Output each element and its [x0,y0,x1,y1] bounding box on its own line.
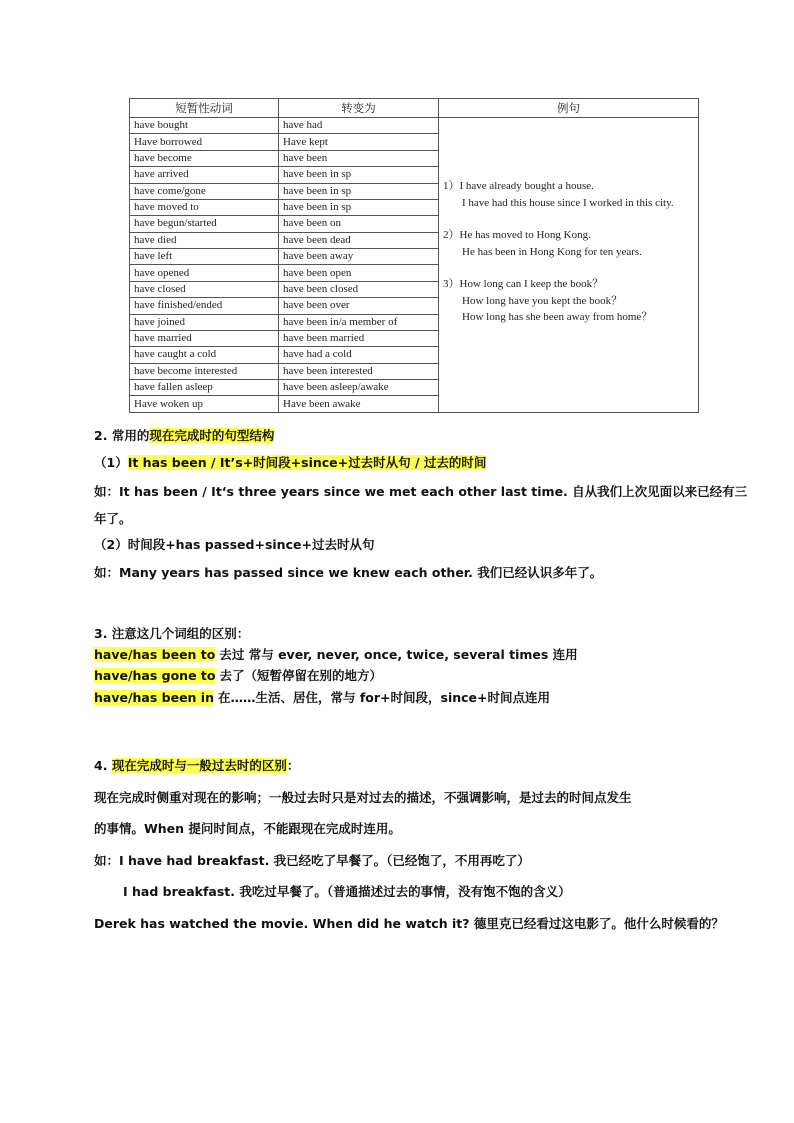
example-sentence: 3）How long can I keep the book？ [443,278,604,290]
header-transformed: 转变为 [279,99,439,118]
term-gone-to: have/has gone to [94,668,216,683]
short-verb-cell: Have borrowed [130,134,279,150]
section2-heading [94,426,274,444]
short-verb-cell: have finished/ended [130,298,279,314]
transformed-verb-cell: have been in/a member of [279,314,439,330]
short-verb-cell: have closed [130,281,279,297]
section2-item1 [94,453,486,471]
table-header-row [130,99,699,118]
short-verb-cell: have bought [130,118,279,134]
examples-cell [439,118,699,413]
desc-been-in: 在……生活、居住，常与 for+时间段，since+时间点连用 [218,690,551,705]
example-sentence: He has been in Hong Kong for ten years. [462,245,642,258]
example-sentence: How long have you kept the book？ [462,294,623,307]
example-sentence: 2）He has moved to Hong Kong. [443,229,591,241]
section2-example1-line2: 年了。 [94,511,132,526]
term-been-to: have/has been to [94,647,216,662]
transformed-verb-cell: have been in sp [279,199,439,215]
section2-item1-highlight: It has been / It’s+时间段+since+过去时从句 / 过去的时间 [127,455,487,470]
section2-number: 2. [94,428,108,443]
section4-heading [94,756,299,774]
transformed-verb-cell: have had [279,118,439,134]
section4-example-c: Derek has watched the movie. When did he watch it? 德里克已经看过这电影了。他什么时候看的？ [94,916,724,931]
section2-example2: 如：Many years has passed since we knew each other. 我们已经认识多年了。 [94,565,603,580]
term-been-in: have/has been in [94,690,214,705]
section3-item-gone-to [94,666,382,684]
short-verb-cell: have fallen asleep [130,380,279,396]
transformed-verb-cell: have been on [279,216,439,232]
section4-number: 4. [94,758,108,773]
transformed-verb-cell: have been over [279,298,439,314]
transformed-verb-cell: have been [279,150,439,166]
transformed-verb-cell: have been asleep/awake [279,380,439,396]
example-sentence: How long has she been away from home？ [462,311,653,323]
section2-heading-highlight: 现在完成时的句型结构 [149,428,275,443]
transformed-verb-cell: have had a cold [279,347,439,363]
section2-heading-plain: 常用的 [111,428,150,443]
short-verb-cell: have become [130,150,279,166]
short-verb-cell: Have woken up [130,396,279,413]
example-sentence: 1）I have already bought a house. [443,180,594,192]
short-verb-cell: have arrived [130,167,279,183]
section2-item2: （2）时间段+has passed+since+过去时从句 [94,537,375,552]
example-group [443,178,694,211]
section4-para-line2: 的事情。When 提问时间点，不能跟现在完成时连用。 [94,821,401,836]
short-verb-cell: have moved to [130,199,279,215]
example-group [443,276,694,326]
header-examples: 例句 [439,99,699,118]
transformed-verb-cell: have been interested [279,363,439,379]
transformed-verb-cell: have been away [279,249,439,265]
section4-heading-highlight: 现在完成时与一般过去时的区别 [111,758,287,773]
transformed-verb-cell: have been dead [279,232,439,248]
desc-gone-to: 去了（短暂停留在别的地方） [219,668,382,683]
short-verb-cell: have come/gone [130,183,279,199]
transformed-verb-cell: Have been awake [279,396,439,413]
table-body [130,118,699,413]
section4-para-line1: 现在完成时侧重对现在的影响；一般过去时只是对过去的描述，不强调影响，是过去的时间点发生 [94,790,632,805]
desc-been-to: 去过 常与 ever, never, once, twice, several times 连用 [219,647,578,662]
section2-example1-line1: 如：It has been / It‘s three years since we met each other last time. 自从我们上次见面以来已经有三 [94,484,748,499]
verb-transformation-table [129,98,699,413]
short-verb-cell: have joined [130,314,279,330]
short-verb-cell: have become interested [130,363,279,379]
short-verb-cell: have left [130,249,279,265]
section2-item1-number: （1） [94,455,128,470]
example-sentence: I have had this house since I worked in this city. [462,196,674,209]
table-row [130,118,699,134]
short-verb-cell: have died [130,232,279,248]
header-short-verb: 短暂性动词 [130,99,279,118]
transformed-verb-cell: have been married [279,330,439,346]
short-verb-cell: have married [130,330,279,346]
short-verb-cell: have caught a cold [130,347,279,363]
section3-item-been-in [94,688,550,706]
section3-heading: 3. 注意这几个词组的区别： [94,626,250,641]
example-group [443,227,694,260]
short-verb-cell: have begun/started [130,216,279,232]
transformed-verb-cell: have been closed [279,281,439,297]
transformed-verb-cell: Have kept [279,134,439,150]
section4-example-a: 如：I have had breakfast. 我已经吃了早餐了。（已经饱了，不用再吃了） [94,853,530,868]
transformed-verb-cell: have been in sp [279,167,439,183]
short-verb-cell: have opened [130,265,279,281]
transformed-verb-cell: have been open [279,265,439,281]
section4-colon: ： [286,758,300,773]
section3-item-been-to [94,645,578,663]
section4-example-b: I had breakfast. 我吃过早餐了。（普通描述过去的事情，没有饱不饱的含义） [123,884,571,899]
transformed-verb-cell: have been in sp [279,183,439,199]
